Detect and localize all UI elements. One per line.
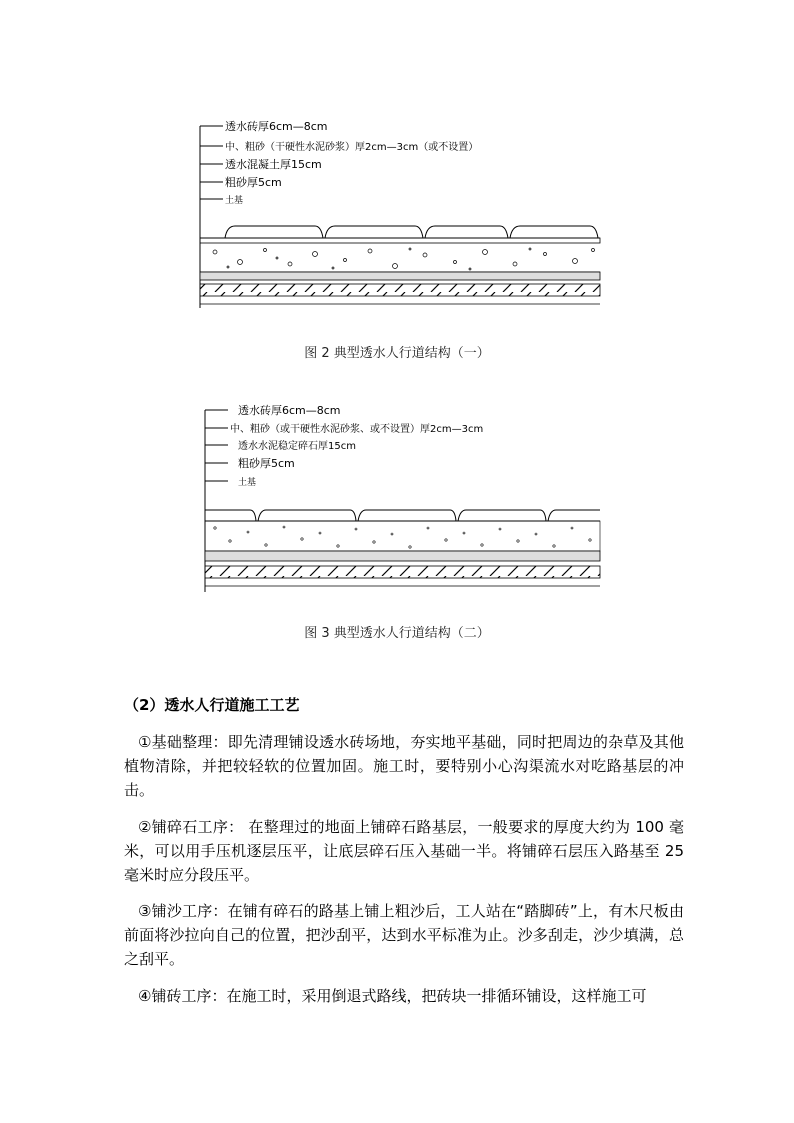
- fig1-label-5: 土基: [225, 196, 244, 206]
- figure-3-caption: 图 3 典型透水人行道结构（二）: [304, 626, 490, 641]
- fig1-sand-layer: [200, 238, 600, 243]
- fig2-label-2: 中、粗砂（或干硬性水泥砂浆、或不设置）厚2cm—3cm: [230, 424, 484, 435]
- fig1-label-2: 中、粗砂（干硬性水泥砂浆）厚2cm—3cm（或不设置）: [225, 142, 479, 153]
- fig2-coarse-sand-layer: [205, 551, 600, 561]
- fig1-subgrade-layer: [200, 284, 600, 296]
- paragraph-foundation: ①基础整理：即先清理铺设透水砖场地，夯实地平基础，同时把周边的杂草及其他植物清除，并把较轻软的位置加固。施工时，要特别小心沟渠流水对吃路基层的冲击。: [124, 733, 684, 799]
- fig1-label-4: 粗砂厚5cm: [225, 176, 282, 189]
- fig2-subgrade-layer: [205, 566, 600, 578]
- paragraph-gravel: ②铺碎石工序： 在整理过的地面上铺碎石路基层，一般要求的厚度大约为 100 毫米，可以用手压机逐层压平，让底层碎石压入基础一半。将铺碎石层压入路基至 25 毫米时应分段压平。: [124, 818, 684, 884]
- section-heading: （2）透水人行道施工工艺: [124, 696, 300, 714]
- fig2-label-5: 土基: [238, 478, 257, 488]
- fig2-gravel-layer: [205, 521, 600, 551]
- pavement-diagram-1: [195, 112, 605, 312]
- pavement-diagram-2: [200, 396, 605, 596]
- fig1-label-3: 透水混凝土厚15cm: [225, 158, 322, 171]
- fig1-coarse-sand-layer: [200, 272, 600, 280]
- figure-2-caption: 图 2 典型透水人行道结构（一）: [304, 346, 490, 361]
- fig2-brick-layer: [205, 510, 600, 521]
- fig1-concrete-layer: [200, 248, 600, 272]
- paragraph-sand: ③铺沙工序：在铺有碎石的路基上铺上粗沙后，工人站在“踏脚砖”上，有木尺板由前面将沙拉向自己的位置，把沙刮平，达到水平标准为止。沙多刮走，沙少填满，总之刮平。: [124, 902, 684, 968]
- paragraph-brick: ④铺砖工序：在施工时，采用倒退式路线，把砖块一排循环铺设，这样施工可: [138, 987, 647, 1005]
- fig2-label-4: 粗砂厚5cm: [238, 457, 295, 470]
- fig1-label-1: 透水砖厚6cm—8cm: [225, 120, 328, 133]
- fig1-brick-layer: [200, 226, 600, 238]
- fig2-label-1: 透水砖厚6cm—8cm: [238, 404, 341, 417]
- fig2-label-3: 透水水泥稳定碎石厚15cm: [238, 441, 356, 452]
